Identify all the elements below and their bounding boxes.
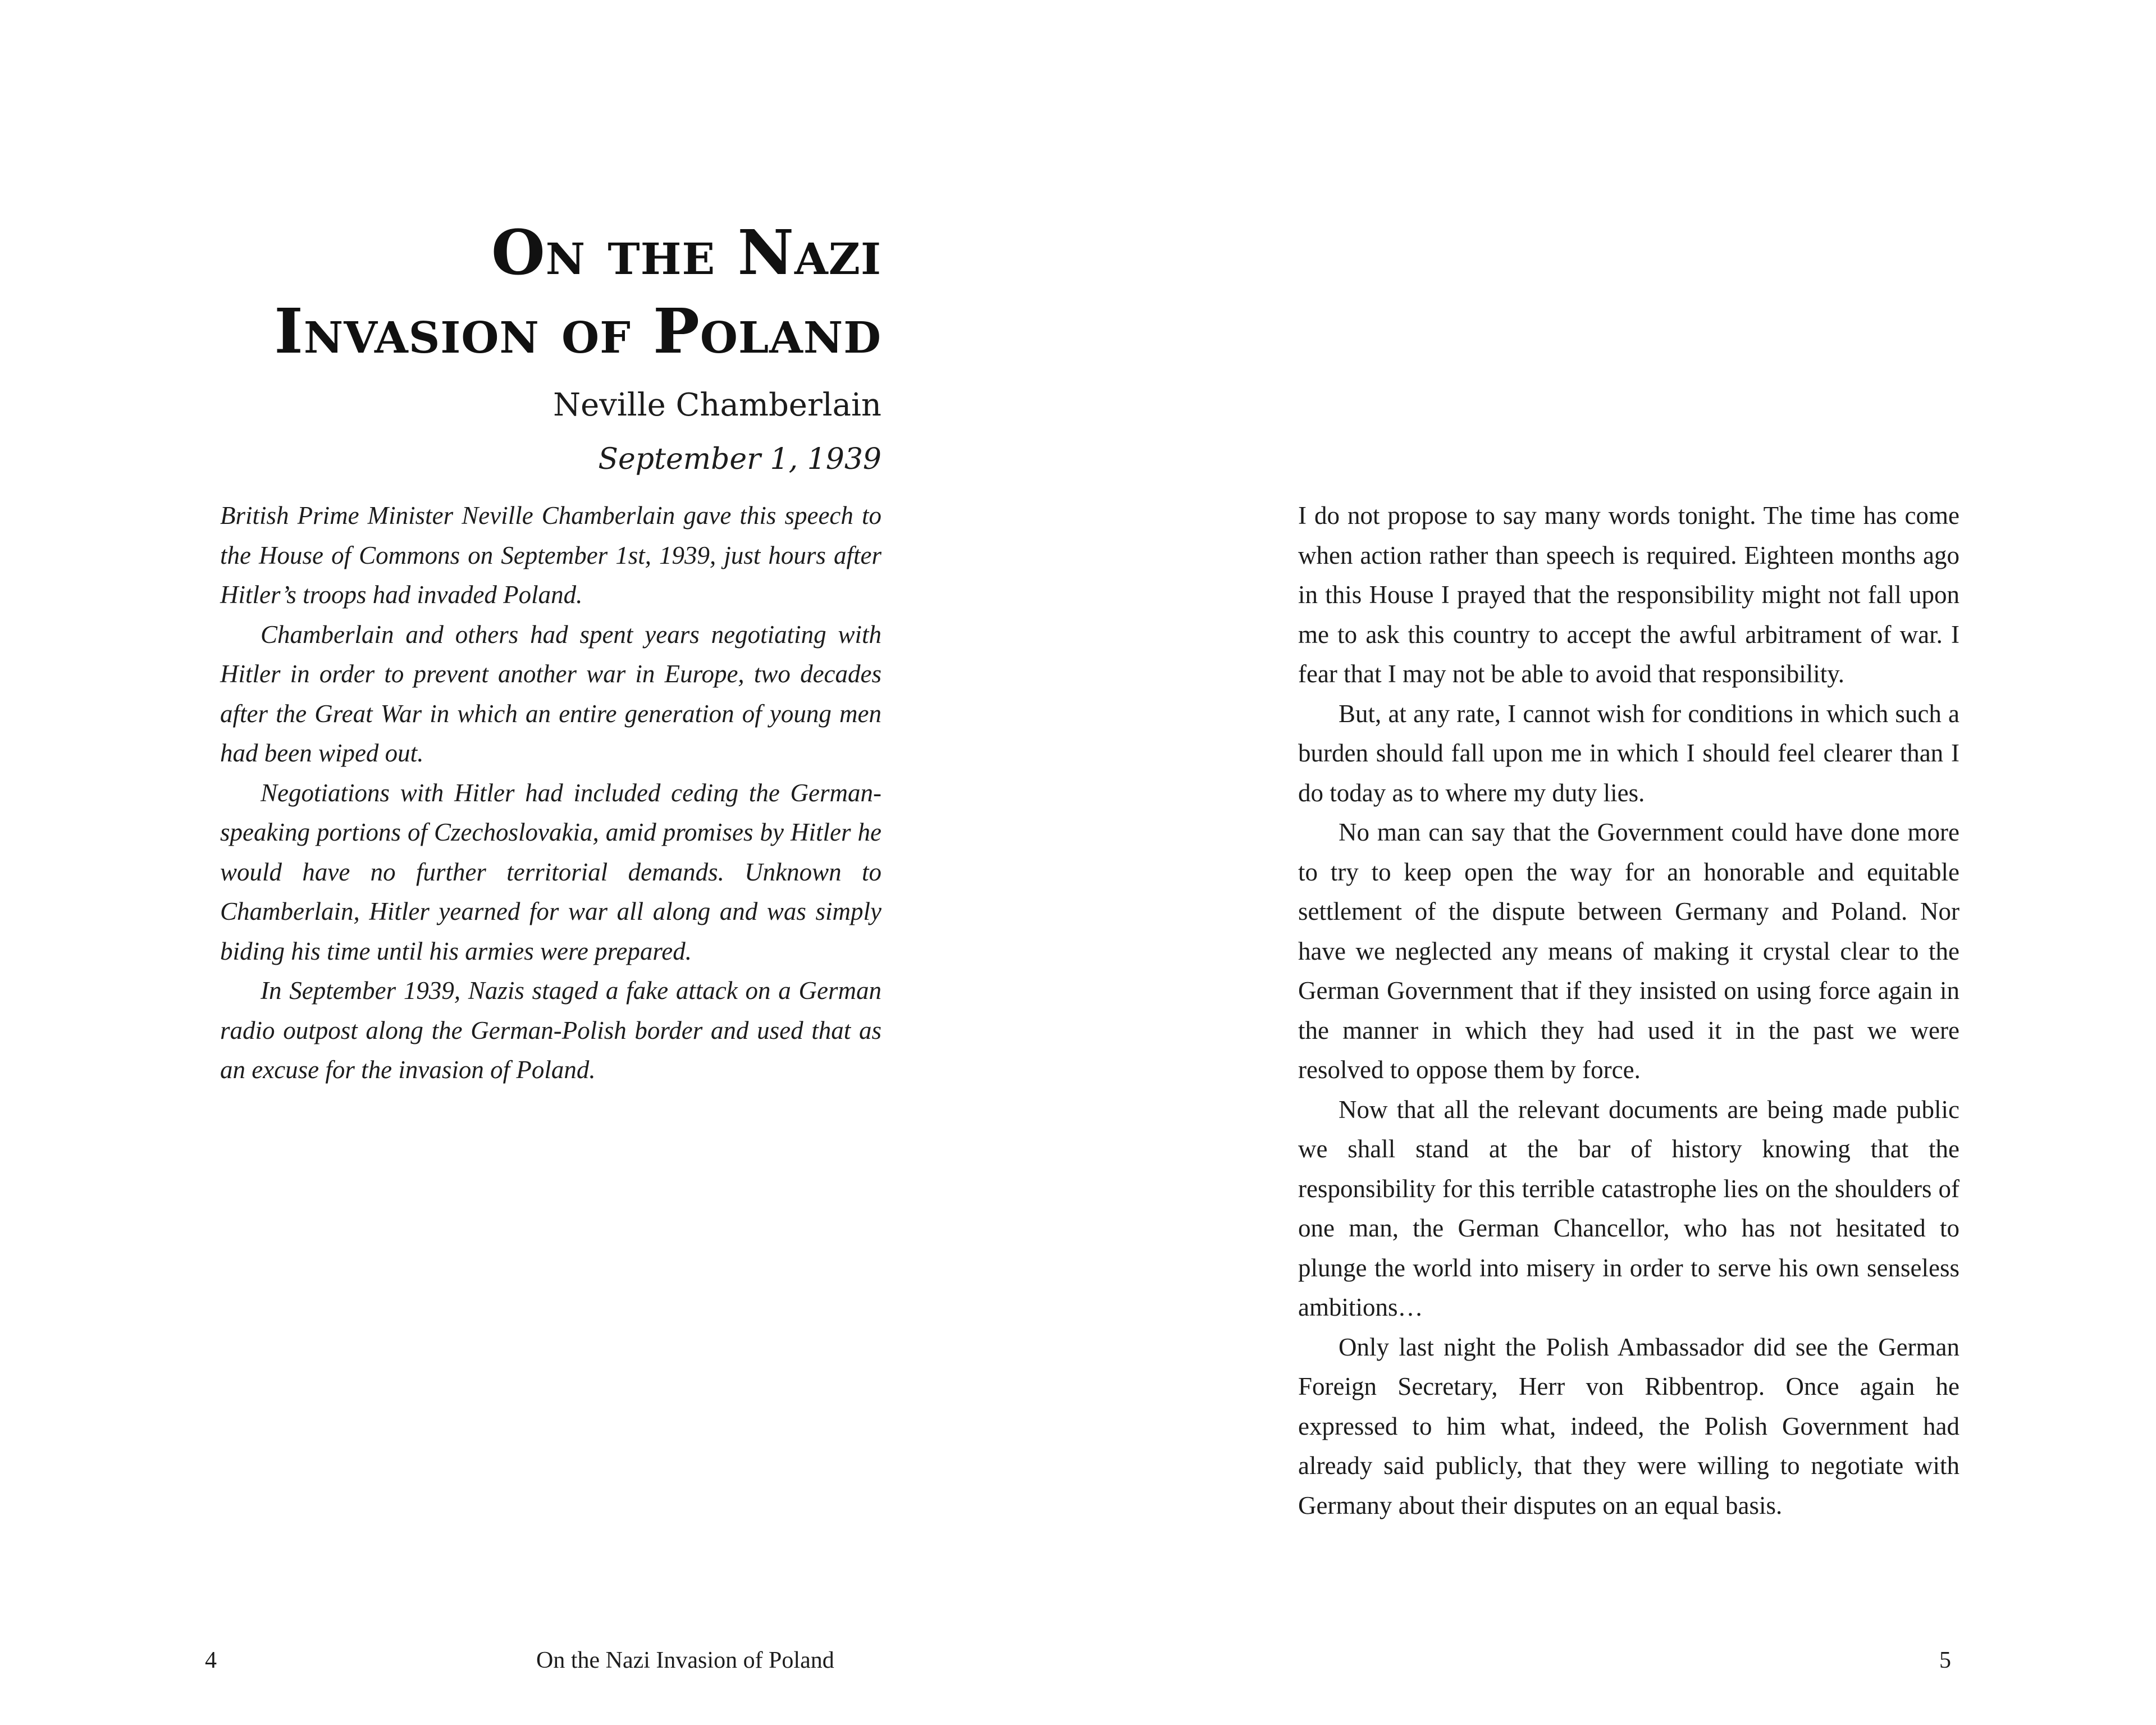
intro-paragraph: In September 1939, Nazis staged a fake attack on a German radio outpost along the German-Polish border and used that as an excuse for the invasion of Poland. — [220, 976, 881, 1084]
chapter-title-line-2: Invasion of Poland — [274, 295, 881, 367]
introduction — [220, 496, 881, 1090]
speech-paragraph: Now that all the relevant documents are being made public we shall stand at the bar of history knowing that the responsibility for this terrible catastrophe lies on the shoulders of one man, the German Chancellor, who has not hesitated to plunge the world into misery in order to serve his own senseless ambitions… — [1298, 1095, 1959, 1321]
page-number-right: 5 — [1939, 1648, 1951, 1673]
speech-author: Neville Chamberlain — [553, 387, 881, 423]
chapter-title-line-1: On the Nazi — [491, 216, 881, 289]
intro-paragraph: Chamberlain and others had spent years negotiating with Hitler in order to prevent another war in Europe, two decades after the Great War in which an entire generation of young men had been wiped out. — [220, 620, 881, 767]
speech-paragraph: But, at any rate, I cannot wish for conditions in which such a burden should fall upon me in which I should feel clearer than I do today as to where my duty lies. — [1298, 699, 1959, 807]
intro-paragraph: British Prime Minister Neville Chamberlain gave this speech to the House of Commons on September 1st, 1939, just hours after Hitler’s troops had invaded Poland. — [220, 501, 881, 609]
speech-date: September 1, 1939 — [598, 442, 881, 476]
page-number-left: 4 — [205, 1648, 217, 1673]
running-title: On the Nazi Invasion of Poland — [536, 1648, 834, 1673]
speech-paragraph: I do not propose to say many words tonight. The time has come when action rather than speech is required. Eighteen months ago in this House I prayed that the responsibility might not fall upon me to ask this country to accept the awful arbitrament of war. I fear that I may not be able to avoid that responsibility. — [1298, 501, 1959, 688]
intro-paragraph: Negotiations with Hitler had included ceding the German-speaking portions of Czechoslovakia, amid promises by Hitler he would have no further territorial demands. Unknown to Chamberlain, Hitler yearned for war all along and was simply biding his time until his armies were prepared. — [220, 778, 881, 965]
chapter-title — [219, 213, 881, 371]
right-page — [1078, 0, 2156, 1725]
speech-text — [1298, 496, 1959, 1525]
speech-paragraph: No man can say that the Government could have done more to try to keep open the way for an honorable and equitable settlement of the dispute between Germany and Poland. Nor have we neglected any means of making it crystal clear to the German Government that if they insisted on using force again in the manner in which they had used it in the past we were resolved to oppose them by force. — [1298, 818, 1959, 1084]
speech-paragraph: Only last night the Polish Ambassador did see the German Foreign Secretary, Herr von Ribbentrop. Once again he expressed to him what, indeed, the Polish Government had already said publicly, that they were willing to negotiate with Germany about their disputes on an equal basis. — [1298, 1332, 1959, 1519]
